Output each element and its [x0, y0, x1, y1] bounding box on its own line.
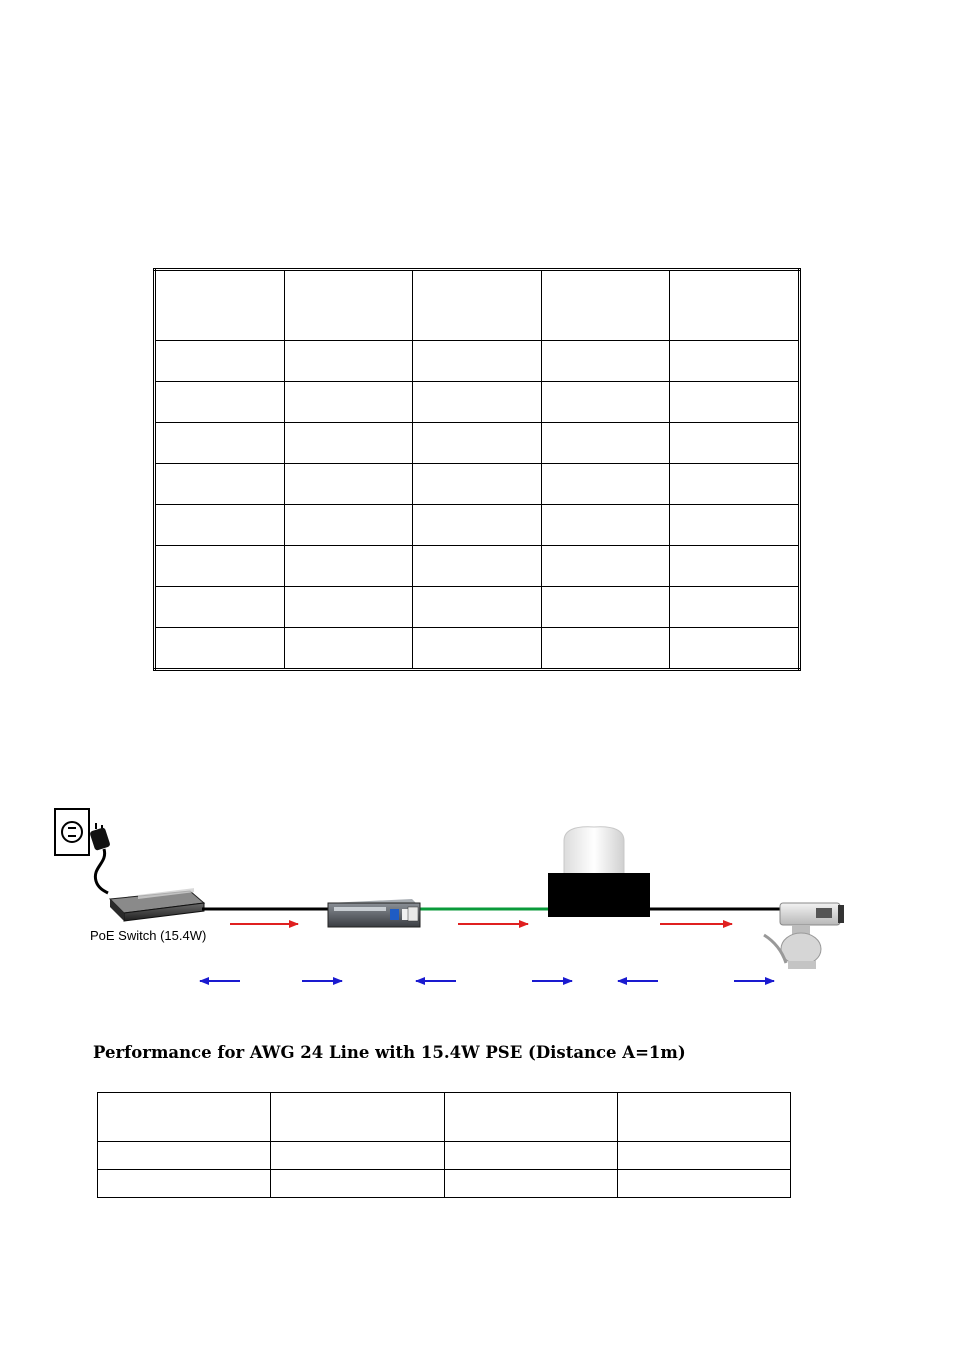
table-cell [413, 628, 542, 670]
table-cell [413, 423, 542, 464]
table-row [155, 505, 800, 546]
ptz-camera-icon [764, 903, 844, 969]
table-cell [413, 546, 542, 587]
poe-switch-label: PoE Switch (15.4W) [90, 928, 207, 943]
poe-connection-diagram [40, 795, 860, 995]
table-cell [284, 270, 413, 341]
table-cell [444, 1142, 617, 1170]
table-cell [413, 587, 542, 628]
table-cell [670, 464, 800, 505]
table-cell [541, 382, 670, 423]
table-cell [155, 505, 285, 546]
table-row [155, 341, 800, 382]
table-cell [617, 1142, 790, 1170]
table-cell [444, 1093, 617, 1142]
table-row [98, 1170, 791, 1198]
table-cell [155, 270, 285, 341]
table-cell [541, 628, 670, 670]
distance-table [153, 268, 801, 671]
table-cell [413, 341, 542, 382]
table-row [155, 382, 800, 423]
table-cell [617, 1093, 790, 1142]
table-cell [413, 270, 542, 341]
table-cell [444, 1170, 617, 1198]
table-cell [155, 546, 285, 587]
table-cell [155, 587, 285, 628]
table-cell [284, 382, 413, 423]
table-cell [284, 587, 413, 628]
table-cell [284, 628, 413, 670]
table-row [155, 587, 800, 628]
poe-injector-icon [328, 899, 420, 927]
table-cell [155, 341, 285, 382]
table-cell [670, 628, 800, 670]
table-cell [98, 1170, 271, 1198]
table-cell [541, 587, 670, 628]
table-cell [670, 587, 800, 628]
table-cell [413, 505, 542, 546]
table-cell [670, 505, 800, 546]
table-header-row [98, 1093, 791, 1142]
table-cell [541, 341, 670, 382]
table-cell [155, 423, 285, 464]
table-cell [271, 1093, 444, 1142]
table-cell [155, 464, 285, 505]
table-cell [98, 1142, 271, 1170]
table-cell [284, 464, 413, 505]
power-plug-icon [89, 823, 110, 893]
table-cell [284, 505, 413, 546]
table-cell [670, 341, 800, 382]
table-cell [271, 1142, 444, 1170]
table-cell [155, 628, 285, 670]
table-cell [541, 423, 670, 464]
table-row [155, 423, 800, 464]
poe-switch-icon [110, 888, 204, 921]
table-cell [413, 464, 542, 505]
table-cell [284, 546, 413, 587]
table-cell [670, 423, 800, 464]
table-row [155, 464, 800, 505]
table-cell [617, 1170, 790, 1198]
table-cell [284, 423, 413, 464]
table-row [155, 628, 800, 670]
table-cell [271, 1170, 444, 1198]
table-cell [541, 270, 670, 341]
table-cell [284, 341, 413, 382]
table-cell [155, 382, 285, 423]
table-cell [541, 464, 670, 505]
table-cell [670, 546, 800, 587]
table-cell [541, 505, 670, 546]
table-cell [670, 382, 800, 423]
performance-heading: Performance for AWG 24 Line with 15.4W PSE (Distance A=1m) [93, 1043, 686, 1062]
power-outlet-icon [55, 809, 89, 855]
table-row [155, 546, 800, 587]
outdoor-extender-icon [548, 827, 650, 917]
table-cell [413, 382, 542, 423]
table-cell [98, 1093, 271, 1142]
table-header-row [155, 270, 800, 341]
table-cell [670, 270, 800, 341]
performance-table [97, 1092, 791, 1198]
table-cell [541, 546, 670, 587]
table-row [98, 1142, 791, 1170]
